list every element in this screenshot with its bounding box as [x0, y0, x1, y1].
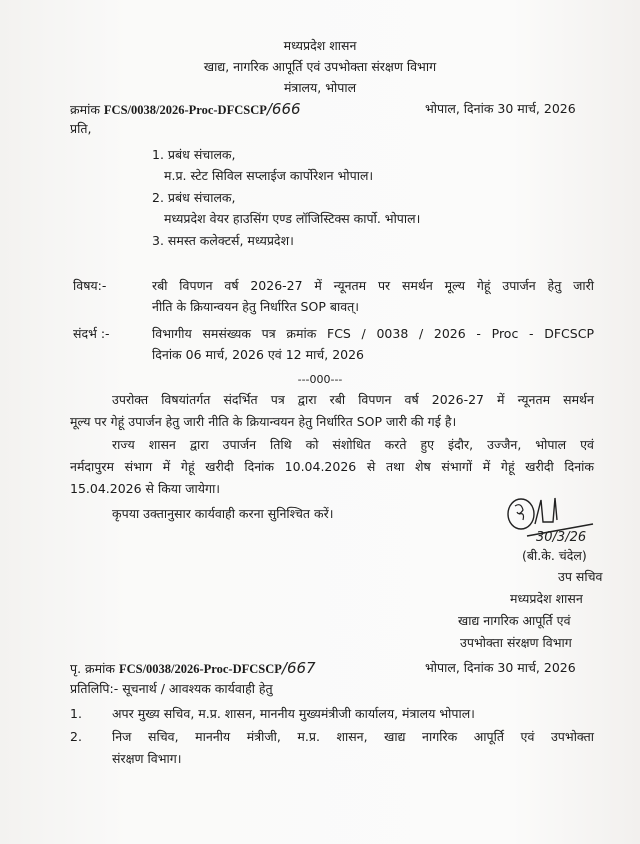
signatory-name: (बी.के. चंदेल) — [522, 548, 587, 563]
subject-line-1: रबी विपणन वर्ष 2026-27 में न्यूनतम पर समर्थन मूल्य गेहूं उपार्जन हेतु जारी — [152, 278, 594, 293]
to-label: प्रति, — [70, 121, 92, 136]
paragraph-2-line-2: नर्मदापुरम संभाग में गेहूं खरीदी दिनांक 10.04.2026 से तथा शेष संभागों में गेहूं खरीदी दिनांक — [70, 459, 594, 474]
paragraph-2-line-1: राज्य शासन द्वारा उपार्जन तिथि को संशोधित करते हुए इंदौर, उज्जैन, भोपाल एवं — [112, 437, 594, 452]
paragraph-1-line-1: उपरोक्त विषयांतर्गत संदर्भित पत्र द्वारा रबी विपणन वर्ष 2026-27 में न्यूनतम समर्थन — [112, 392, 594, 407]
header-department: खाद्य, नागरिक आपूर्ति एवं उपभोक्ता संरक्षण विभाग — [203, 59, 437, 74]
reference-section-label: संदर्भ :- — [73, 326, 110, 341]
reference-number: FCS/0038/2026-Proc-DFCSCP — [103, 103, 267, 117]
paragraph-1-line-2: मूल्य पर गेहूं उपार्जन हेतु जारी नीति के क्रियान्वयन हेतु निर्धारित SOP जारी की गई है। — [70, 414, 457, 429]
paragraph-3: कृपया उक्तानुसार कार्यवाही करना सुनिश्चित करें। — [112, 506, 334, 521]
subject-line-2: नीति के क्रियान्वयन हेतु निर्धारित SOP बावत्। — [152, 299, 360, 314]
copy-item-2-number: 2. — [70, 729, 82, 744]
signature-date: 30/3/26 — [536, 530, 587, 545]
letter-reference — [70, 101, 301, 118]
copy-label: प्रतिलिपि:- सूचनार्थ / आवश्यक कार्यवाही हेतु — [70, 681, 273, 696]
reference-handwritten-number: /666 — [266, 100, 301, 118]
signatory-designation: उप सचिव — [558, 569, 603, 584]
header-ministry: मंत्रालय, भोपाल — [283, 80, 357, 95]
signatory-department-line-1: खाद्य नागरिक आपूर्ति एवं — [458, 613, 571, 628]
reference-section-line-1: विभागीय समसंख्यक पत्र क्रमांक FCS / 0038 / 2026 - Proc - DFCSCP — [152, 326, 594, 341]
copy-reference-handwritten-number: /667 — [281, 659, 316, 677]
reference-section-line-2: दिनांक 06 मार्च, 2026 एवं 12 मार्च, 2026 — [152, 347, 365, 362]
signatory-department-line-2: उपभोक्ता संरक्षण विभाग — [460, 635, 572, 650]
subject-label: विषय:- — [73, 278, 107, 293]
recipient-2-title: 2. प्रबंध संचालक, — [152, 190, 236, 205]
copy-item-1-number: 1. — [70, 706, 82, 721]
paragraph-2-line-3: 15.04.2026 से किया जायेगा। — [70, 481, 221, 496]
recipient-2-org: मध्यप्रदेश वेयर हाउसिंग एण्ड लॉजिस्टिक्स कार्पो. भोपाल। — [164, 211, 421, 226]
copy-item-1-text: अपर मुख्य सचिव, म.प्र. शासन, माननीय मुख्यमंत्रीजी कार्यालय, मंत्रालय भोपाल। — [112, 706, 475, 721]
recipient-1-org: म.प्र. स्टेट सिविल सप्लाईज कार्पोरेशन भोपाल। — [164, 168, 374, 183]
copy-item-2-text: निज सचिव, माननीय मंत्रीजी, म.प्र. शासन, खाद्य नागरिक आपूर्ति एवं उपभोक्ता — [112, 729, 594, 744]
letter-place-date: भोपाल, दिनांक 30 मार्च, 2026 — [425, 101, 576, 116]
signatory-government: मध्यप्रदेश शासन — [510, 591, 583, 606]
recipient-3: 3. समस्त कलेक्टर्स, मध्यप्रदेश। — [152, 233, 294, 248]
separator: ---000--- — [297, 373, 343, 386]
copy-item-2-text-cont: संरक्षण विभाग। — [112, 751, 182, 766]
copy-place-date: भोपाल, दिनांक 30 मार्च, 2026 — [425, 660, 576, 675]
reference-label: क्रमांक — [70, 102, 100, 117]
recipient-1-title: 1. प्रबंध संचालक, — [152, 147, 236, 162]
header-government: मध्यप्रदेश शासन — [283, 38, 357, 53]
copy-reference — [70, 660, 316, 677]
copy-reference-number: FCS/0038/2026-Proc-DFCSCP — [118, 662, 282, 676]
copy-reference-label: पृ. क्रमांक — [70, 661, 115, 676]
